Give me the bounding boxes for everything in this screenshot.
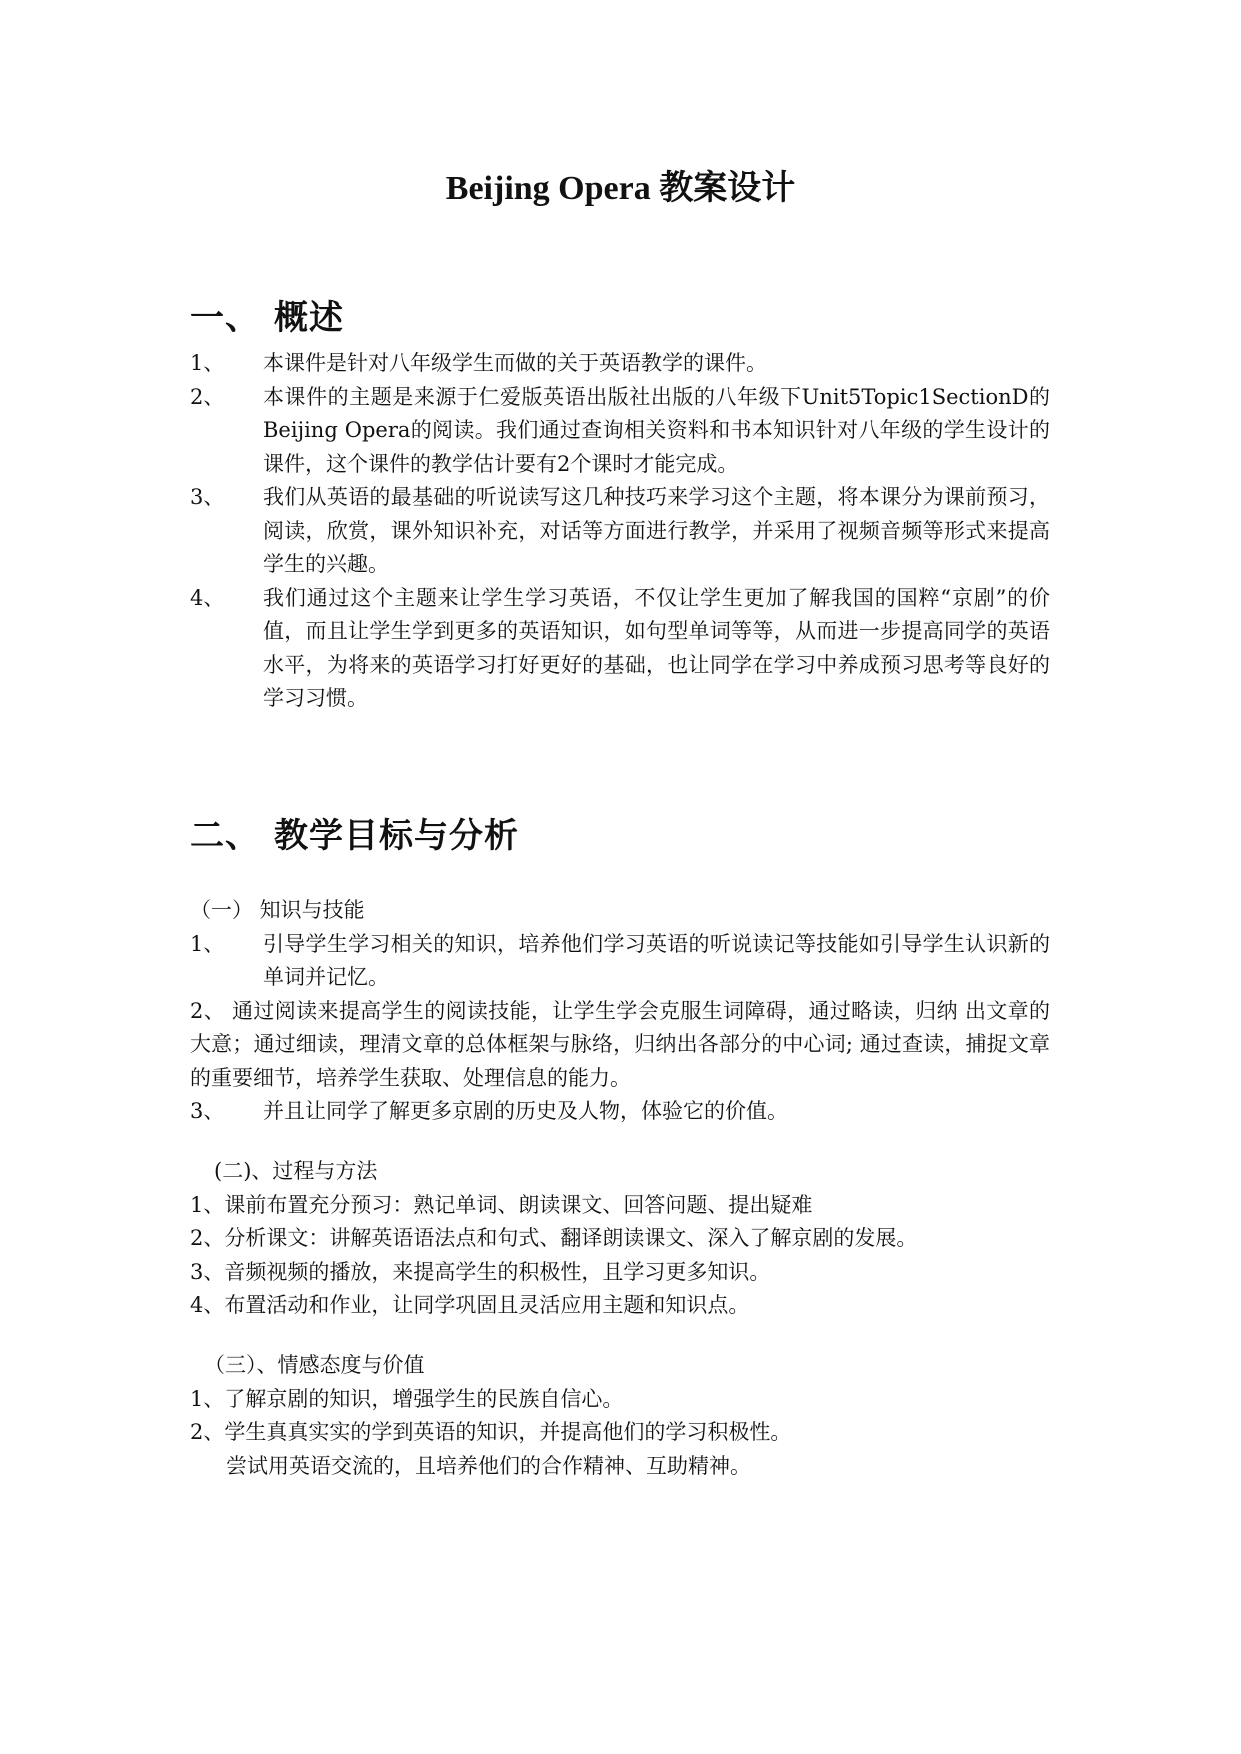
subsection-emotion-values: [190, 1349, 1050, 1483]
list-item: [190, 582, 1050, 716]
list-item-continuation: 尝试用英语交流的，且培养他们的合作精神、互助精神。: [226, 1453, 751, 1478]
list-item-text: 本课件是针对八年级学生而做的关于英语教学的课件。: [263, 351, 767, 375]
section-2-title: 教学目标与分析: [274, 816, 519, 856]
list-item: [190, 481, 1050, 582]
list-item-number: 1、: [190, 931, 225, 956]
list-item: 4、布置活动和作业，让同学巩固且灵活应用主题和知识点。: [190, 1293, 750, 1317]
list-item: 1、了解京剧的知识，增强学生的民族自信心。: [190, 1386, 624, 1411]
list-item: [190, 928, 1050, 995]
list-item-text: 引导学生学习相关的知识，培养他们学习英语的听说读记等技能如引导学生认识新的单词并记忆。: [263, 931, 1050, 989]
section-1-heading: [190, 290, 344, 339]
section-1-number: 一、: [190, 298, 260, 338]
subsection-knowledge-skills: [190, 894, 1050, 1129]
section-1-list: [190, 347, 1050, 716]
list-item: [190, 381, 1050, 482]
list-item-text: 本课件的主题是来源于仁爱版英语出版社出版的八年级下Unit5Topic1SectionD的Beijing Opera的阅读。我们通过查询相关资料和书本知识针对八年级的学生设计的课件，这个课件的教学估计要有2个课时才能完成。: [263, 384, 1050, 476]
subsection-heading: (二)、过程与方法: [214, 1159, 378, 1183]
list-item-text: 并且让同学了解更多京剧的历史及人物，体验它的价值。: [263, 1099, 788, 1123]
list-item: 2、学生真真实实的学到英语的知识，并提高他们的学习积极性。: [190, 1420, 792, 1444]
section-2-number: 二、: [190, 816, 260, 856]
subsection-process-method: [190, 1155, 1050, 1323]
list-item-text: 我们从英语的最基础的听说读写这几种技巧来学习这个主题，将本课分为课前预习，阅读，欣赏，课外知识补充，对话等方面进行教学，并采用了视频音频等形式来提高学生的兴趣。: [263, 485, 1050, 576]
subsection-heading: （三）、情感态度与价值: [204, 1353, 425, 1377]
list-item-number: 3、: [190, 485, 225, 509]
list-item: [190, 347, 1050, 381]
subsection-heading: （一） 知识与技能: [190, 898, 365, 922]
list-item: [190, 1095, 1050, 1129]
list-item-number: 2、: [190, 384, 225, 409]
list-item-number: 1、: [190, 351, 225, 375]
section-2-heading: [190, 808, 519, 857]
document-title: Beijing Opera 教案设计: [445, 170, 796, 207]
paragraph: 2、 通过阅读来提高学生的阅读技能，让学生学会克服生词障碍，通过略读，归纳 出文章的大意；通过细读，理清文章的总体框架与脉络，归纳出各部分的中心词; 通过查读，捕捉文章的重要细节，培养学生获取、处理信息的能力。: [190, 998, 1050, 1090]
list-item: 3、音频视频的播放，来提高学生的积极性，且学习更多知识。: [190, 1259, 771, 1284]
list-item: 2、分析课文：讲解英语语法点和句式、翻译朗读课文、深入了解京剧的发展。: [190, 1226, 918, 1250]
list-item-text: 我们通过这个主题来让学生学习英语，不仅让学生更加了解我国的国粹“京剧”的价值，而且让学生学到更多的英语知识，如句型单词等等，从而进一步提高同学的英语水平，为将来的英语学习打好更好的基础，也让同学在学习中养成预习思考等良好的学习习惯。: [263, 585, 1050, 710]
list-item: 1、课前布置充分预习：熟记单词、朗读课文、回答问题、提出疑难: [190, 1192, 813, 1217]
list-item-number: 4、: [190, 585, 225, 610]
section-1-title: 概述: [274, 298, 344, 338]
list-item-number: 3、: [190, 1099, 225, 1123]
